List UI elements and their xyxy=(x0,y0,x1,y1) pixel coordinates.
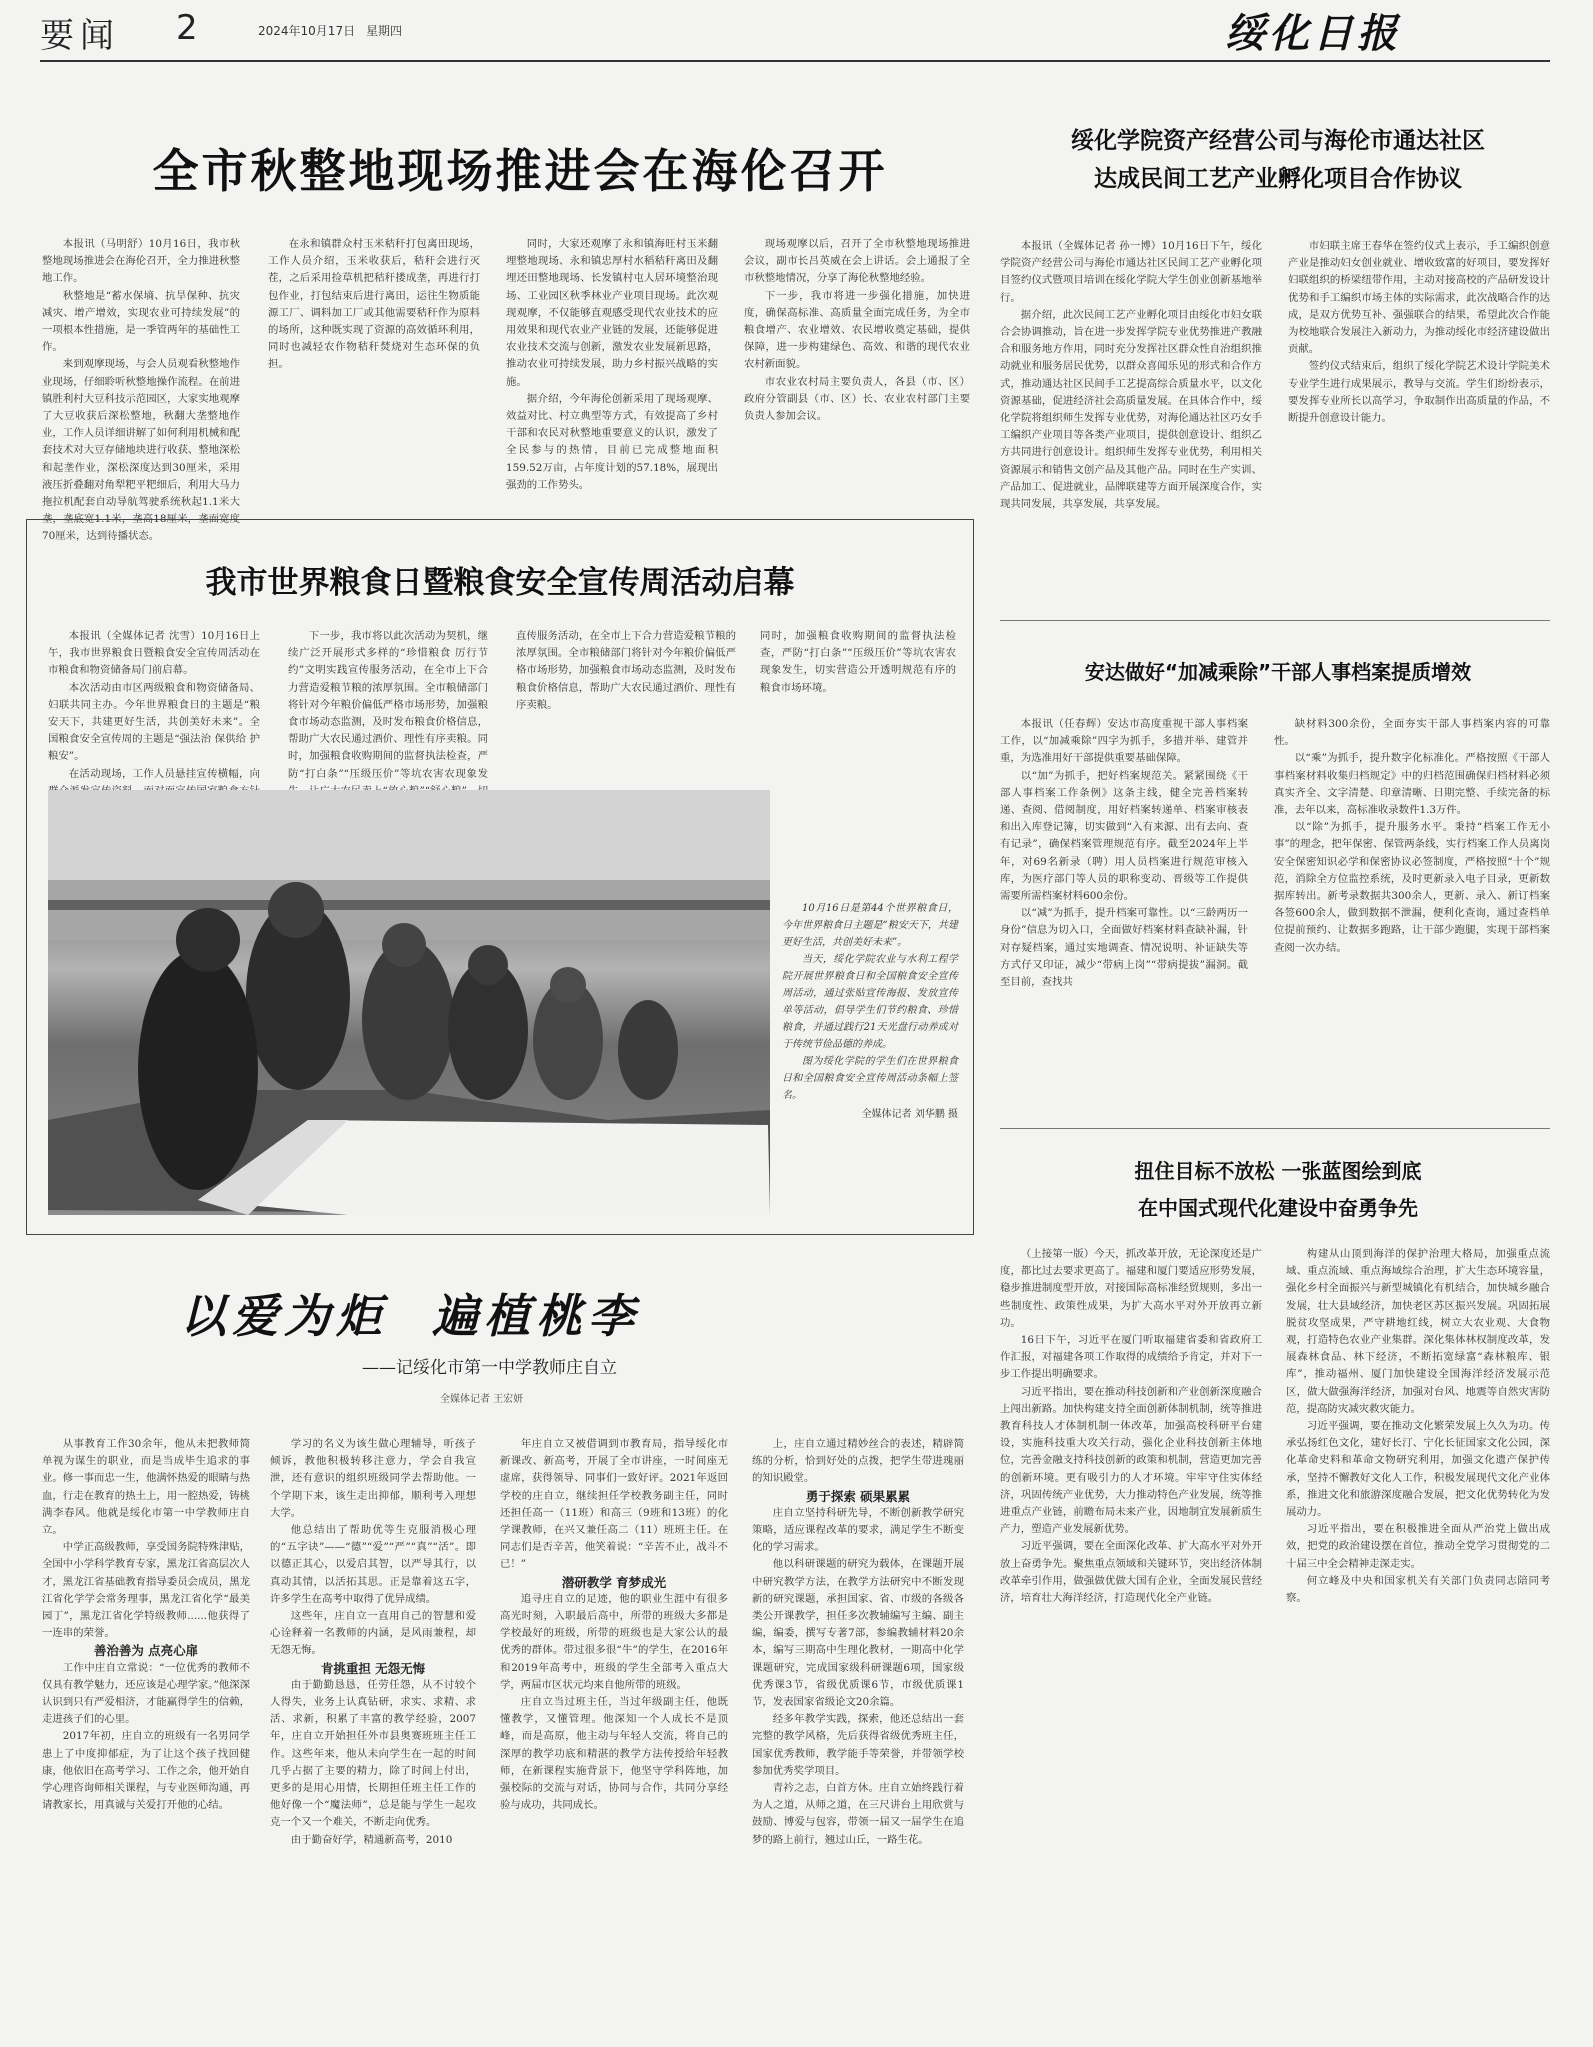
a3-para: 2017年初，庄自立的班级有一名男同学患上了中度抑郁症，为了让这个孩子找回健康，他依旧在高考学习、工作之余，他开始自学心理咨询师相关课程，与专业医师沟通，再请教家长，用真诚与关爱打开他的心结。 xyxy=(42,1730,250,1812)
issue-weekday: 星期四 xyxy=(366,24,403,38)
a6-para: 习近平强调，要在全面深化改革、扩大高水平对外开放上奋勇争先。聚焦重点领域和关键环节，突出经济体制改革牵引作用，做强做优做大国有企业，全面发展民营经济，培育壮大海洋经济，打造现代化全产业链。 xyxy=(1000,1540,1262,1605)
a6-para: （上接第一版）今天，抓改革开放，无论深度还是广度，都比过去要求更高了。福建和厦门要适应形势发展，稳步推进制度型开放，对接国际高标准经贸规则，多出一些制度性、政策性成果，为扩大高水平对外开放再立新功。 xyxy=(1000,1248,1262,1329)
a3-para: 庄自立坚持科研先导，不断创新教学研究策略，适应课程改革的要求，满足学生不断变化的学习需求。 xyxy=(752,1506,964,1554)
a2-para: 下一步，我市将以此次活动为契机，继续广泛开展形式多样的“珍惜粮食 厉行节约”文明实践宣传服务活动，在全市上下合力营造爱粮节粮的浓厚氛围。全市粮储部门将针对今年粮价偏低严格市场形势，加强粮食市场动态监测，及时发布粮食价格信息，帮助广大农民通过酒价、理性有序卖粮。同时，加强粮食收购期间的监督执法检查，严防“打白条”“压级压价”等坑农害农现象发 xyxy=(288,630,488,780)
a5-para: 以“减”为抓手，提升档案可靠性。以“三龄两历一身份”信息为切入口，全面做好档案材料查缺补漏，针对存疑档案，通过实地调查、情况说明、补证缺失等方式仔又印证，减少“带病上岗”“带病提拔”漏洞。截至目前，查找共 xyxy=(1000,907,1248,989)
a5-para: 缺材料300余份，全面夯实干部人事档案内容的可靠性。 xyxy=(1274,718,1550,748)
headline-grain-day: 我市世界粮食日暨粮食安全宣传周活动启幕 xyxy=(205,565,795,601)
a3-col-4 xyxy=(752,1436,964,2036)
a3-subhead: 肯挑重担 无怨无悔 xyxy=(320,1660,426,1676)
photo-caption xyxy=(782,900,958,1123)
a6-col-2 xyxy=(1286,1246,1550,2036)
a1-para: 市农业农村局主要负责人，各县（市、区）政府分管副县（市、区）长、农业农村部门主要负责人参加会议。 xyxy=(744,375,970,423)
a3-para: 他以科研课题的研究为载体，在课题开展中研究教学方法，在教学方法研究中不断发现新的研究课题，承担国家、省、市级的各级各类公开课教学，担任多次教辅编写主编、副主编，编委，撰写专著7部，参编教辅材料20余本，编写三期高中生理化教材，一期高中化学课题研究，完成国家级科研课题6项，国家级优秀课3节，省级优质课6节，市级优质课1节，发表国家省级论文20余篇。 xyxy=(752,1558,964,1709)
a3-para: 由于勤奋好学，精通新高考，2010 xyxy=(290,1833,453,1846)
a1-para: 同时，大家还观摩了永和镇海旺村玉米翻埋整地现场、永和镇忠厚村水稻秸秆离田及翻埋还田整地现场、长发镇村屯人居环境整治现场、工业园区秋季林业产业项目现场。此次观现观摩，不仅能够直观感受现代农业技术的应用效果和现代农业产业链的发展，还能够促进农业技术交流与创新，激发农业发展新思路，推动农业可持续发展，助力乡村振兴战略的实施。 xyxy=(506,238,718,388)
a2-col-4 xyxy=(760,628,956,778)
a1-para: 本报讯（马明舒）10月16日，我市秋整地现场推进会在海伦召开，全力推进秋整地工作。 xyxy=(42,238,240,285)
a6-para: 何立峰及中央和国家机关有关部门负责同志陪同考察。 xyxy=(1286,1574,1550,1605)
photo-credit: 全媒体记者 刘华鹏 摄 xyxy=(861,1109,958,1120)
subheadline-teacher-feature: ——记绥化市第一中学教师庄自立 xyxy=(362,1358,617,1378)
a3-col-3 xyxy=(500,1436,728,2036)
a1-para: 秋整地是“蓄水保墒、抗旱保种、抗灾减灾、增产增效，实现农业可持续发展”的一项根本性措施，是一季管两年的基础性工作。 xyxy=(42,289,240,354)
a4-para: 签约仪式结束后，组织了绥化学院艺术设计学院美术专业学生进行成果展示，教导与交流。学生们纷纷表示，要发挥专业所长以高学习，争取制作出高质量的作品，不断提升创意设计能力。 xyxy=(1288,360,1550,425)
section-name: 要闻 xyxy=(40,16,120,56)
headline-autumn-tillage: 全市秋整地现场推进会在海伦召开 xyxy=(152,144,888,198)
a2-para-cont: 直传服务活动，在全市上下合力营造爱粮节粮的浓厚氛围。全市粮储部门将针对今年粮价偏低严格市场形势，加强粮食市场动态监测，及时发布粮食价格信息，帮助广大农民通过酒价、理性有序卖粮。 xyxy=(516,630,736,711)
caption-para: 当天，绥化学院农业与水利工程学院开展世界粮食日和全国粮食安全宣传周活动，通过张贴宣传海报、发放宣传单等活动，倡导学生们节约粮食、珍惜粮食，并通过践行21天光盘行动养成对于传统节俭品德的养成。 xyxy=(782,954,958,1050)
a2-para: 本报讯（全媒体记者 沈雪）10月16日上午，我市世界粮食日暨粮食安全宣传周活动在市粮食和物资储备局门前启幕。 xyxy=(48,630,260,677)
a1-para: 下一步，我市将进一步强化措施，加快进度，确保高标准、高质量全面完成任务，为全市粮食增产、农业增效、农民增收奠定基础，提供保障，进一步构建绿色、高效、和谐的现代农业农村新面貌。 xyxy=(744,289,970,371)
masthead xyxy=(0,0,1593,60)
a1-col-4 xyxy=(744,236,970,484)
headline-suihua-univ-l2: 达成民间工艺产业孵化项目合作协议 xyxy=(1094,166,1462,192)
a3-para: 由于勤勤恳恳，任劳任怨，从不讨较个人得失，业务上认真钻研，求实、求精、求活、求新，积累了丰富的教学经验，2007年，庄自立开始担任外市县奥赛班班主任工作。这些年来，他从未向学生在一起的时间几乎占据了主要的精力，除了时间上付出，更多的是用心用情，长期担任班主任工作的他好像一个“魔法师”，总是能与学生一起攻克一个又一个难关，不断走向优秀。 xyxy=(270,1678,476,1829)
page-number: 2 xyxy=(176,8,198,48)
headline-suihua-univ-l1: 绥化学院资产经营公司与海伦市通达社区 xyxy=(1071,128,1485,154)
a1-para: 现场观摩以后，召开了全市秋整地现场推进会议，副市长吕英威在会上讲话。会上通报了全市秋整地情况，分享了海伦秋整地经验。 xyxy=(744,238,970,285)
a6-para: 习近平强调，要在推动文化繁荣发展上久久为功。传承弘扬红色文化，建好长汀、宁化长征国家文化公园，深化革命史料和革命文物研究利用，加强文化遗产保护传承，坚持不懈教好文化人工作，积极发展现代文化产业体系，推进文化和旅游深度融合发展，把文化优势转化为发展动力。 xyxy=(1286,1420,1550,1519)
a2-col-3 xyxy=(516,628,736,778)
a3-col-2 xyxy=(270,1436,476,2036)
a1-para: 在永和镇群众村玉米秸秆打包离田现场，工作人员介绍，玉米收获后，秸秆会进行灭茬，之后采用捡草机把秸秆搂成垄，再进行打包作业，打包结束后进行离田，运往生物质能源工厂、调料加工厂或其他需要秸秆作为原料的场所，这种既实现了资源的高效循环利用，同时也减轻农作物秸秆焚烧对生态环保的负担。 xyxy=(268,238,480,371)
a3-para: 经多年教学实践，探索，他还总结出一套完整的教学风格，先后获得省级优秀班主任，国家优秀教师，教学能手等荣誉，并带领学校参加优秀奖学项目。 xyxy=(752,1713,964,1777)
masthead-rule xyxy=(40,60,1550,62)
a3-para: 追寻庄自立的足迹，他的职业生涯中有很多高光时刻，入职最后高中，所带的班级大多都是学校最好的班级，所带的班级也是大家公认的最优秀的群体。带过很多很“牛”的学生，在2016年和2019年高考中，班级的学生全部考入重点大学，两届市区状元均来自他所带的班级。 xyxy=(500,1592,728,1691)
a5-para: 以“除”为抓手，提升服务水平。秉持“档案工作无小事”的理念，把年保密、保管两条线，实行档案工作人员离岗安全保密知识必学和保密协议必签制度，严格按照“十个”规范，消除全方位监控系统，及时更新录入电子目录，更新数据库转出。新考录数据共300余人，更新、录入、新订档案各签600余人，做到数据不泄漏，便利化查询，通过查档单位提前预约、让数据多跑路，让干部少跑腿，实现干部档案查阅一次办结。 xyxy=(1274,821,1550,954)
a3-para: 中学正高级教师，享受国务院特殊津贴，全国中小学科学教育专家，黑龙江省高层次人才，黑龙江省基础教育指导委员会成员，黑龙江省化学学会常务理事，黑龙江省化学“最美园丁”，黑龙江省化学特级教师......他获得了一连串的荣誉。 xyxy=(42,1541,250,1640)
a4-col-2 xyxy=(1288,238,1550,594)
a3-para: 上，庄自立通过精妙丝合的表述，精辟简练的分析，恰到好处的点拨，把学生带进瑰丽的知识殿堂。 xyxy=(752,1438,964,1485)
a6-para: 习近平指出，要在推动科技创新和产业创新深度融合上闯出新路。加快构建支持全面创新体制机制，统等推进教育科技人才体制机制一体改革，加强高校科研平台建设，实施科技重大攻关行动，强化企业科技创新主体地位，完善金融支持科技创新的政策和机制，营造更加完善的创新环境。更有吸引力的人才环境。牢牢守住实体经济，巩固传统产业优势，大力推动特色产业发展，统等推进重点产业链，前瞻布局未来产业，因地制宜发展新质生产力，塑造产业发展新优势。 xyxy=(1000,1385,1262,1536)
a3-subhead: 善治善为 点亮心扉 xyxy=(93,1643,199,1659)
a2-col-2 xyxy=(288,628,488,778)
headline-anda-archives: 安达做好“加减乘除”干部人事档案提质增效 xyxy=(1084,660,1472,684)
divider-a4-a5 xyxy=(1000,620,1550,621)
a4-para: 据介绍，此次民间工艺产业孵化项目由绥化市妇女联合会协调推动，旨在进一步发挥学院专业优势推进产教融合和服务地方作用，同时充分发挥社区群众性自治组织推动就业和服务居民优势，以群众喜闻乐见的形式和合作方式，推动通达社区民间手工艺提高综合质量水平，以文化资源基础，促进经济社会高质量发展。在具体合作中，绥化学院将组织师生发挥专业优势，对海伦通达社区巧女手工编织产业项目等各类产业项目，提供创意设计、组织乙方共同进行创意设计。组织师生发挥专业优势，利用相关资源展示和销售文创产品及其他产品。同时在生产实训、产品加工、促进就业，品牌联建等方面开展深度合作，实现共同发展，共享发展，共享发展。 xyxy=(1000,308,1262,511)
a4-col-1 xyxy=(1000,238,1262,594)
a6-para: 构建从山顶到海洋的保护治理大格局，加强重点流域、重点流域、重点海域综合治理，扩大生态环境容量，强化乡村全面振兴与新型城镇化有机结合，加快城乡融合发展，壮大县域经济，加快老区苏区振兴发展。巩固拓展脱贫攻坚成果，严守耕地红线，树立大农业观、大食物观，打造特色农业产业集群。深化集体林权制度改革，发展森林食品、林下经济，不断拓宽绿富“森林粮库、银库”，推动福州、厦门加快建设全国海洋经济发展示范区，做大做强海洋经济，加强对台风、地震等自然灾害防范，提高防灾减灾救灾能力。 xyxy=(1286,1248,1550,1415)
a4-para: 市妇联主席王春华在签约仪式上表示，手工编织创意产业是推动妇女创业就业、增收致富的好项目，要发挥好妇联组织的桥梁纽带作用，主动对接高校的产品研发设计优势和手工编织市场主体的实际需求，此次战略合作的达成，是双方优势互补、强强联合的结果，希望此次合作能为校地联合发展注入新动力，为推动绥化市经济建设做出贡献。 xyxy=(1288,240,1550,356)
photo-scene xyxy=(48,790,770,1215)
a1-para: 来到观摩现场，与会人员观看秋整地作业现场，仔细聆听秋整地操作流程。在前进镇胜利村大豆科技示范园区，大家实地观摩了大豆收获后深松整地，秋翻大垄整地作业，工作人员详细讲解了如何利用机械和配套技术对大豆存储地块进行收获、整地深松和起垄作业，深松深度达到30厘米，采用液压折叠翻对角犁粑平粑细后，利用大马力拖拉机配套自动导航驾驶系统秋起1.1米大垄，垄底宽1.1米，垄高18厘米，垄面宽度70厘米，达到待播状态。 xyxy=(42,358,240,543)
a3-para: 这些年，庄自立一直用自己的智慧和爱心诠释着一名教师的内涵，是风雨兼程，却无怨无悔。 xyxy=(270,1610,476,1657)
a1-col-2 xyxy=(268,236,480,484)
a3-col-1 xyxy=(42,1436,250,2036)
a5-col-2 xyxy=(1274,716,1550,1106)
headline-teacher-feature: 以爱为炬 遍植桃李 xyxy=(180,1289,641,1343)
headline-blueprint-l1: 扭住目标不放松 一张蓝图绘到底 xyxy=(1134,1159,1422,1183)
newspaper-logo: 绥化日报 xyxy=(1225,10,1401,57)
a6-col-1 xyxy=(1000,1246,1262,2036)
a3-subhead: 勇于探索 硕果累累 xyxy=(805,1488,911,1504)
a5-col-1 xyxy=(1000,716,1248,1106)
a1-col-3 xyxy=(506,236,718,491)
a2-col-1 xyxy=(48,628,260,778)
a2-para-cont: 同时，加强粮食收购期间的监督执法检查，严防“打白条”“压级压价”等坑农害农现象发生，切实营造公开透明规范有序的粮食市场环境。 xyxy=(760,630,956,694)
a5-para: 以“加”为抓手，把好档案规范关。紧紧围绕《干部人事档案工作条例》这条主线，健全完善档案转递、查阅、借阅制度，用好档案转递单、档案审核表和出入库登记簿，切实做到“入有来源、出有去向、查有记录”，确保档案管理规范有序。截至2024年上半年，对69名新录（聘）用人员档案进行规范审核入库，为医疗部门等人员的职称变动、晋级等工作提供需要所需档案材料600余份。 xyxy=(1000,769,1248,903)
a4-para: 本报讯（全媒体记者 孙一博）10月16日下午，绥化学院资产经营公司与海伦市通达社区民间工艺产业孵化项目签约仪式暨项目培训在绥化学院大学生创业创新基地举行。 xyxy=(1000,240,1262,304)
a5-para: 本报讯（任春辉）安达市高度重视干部人事档案工作，以“加减乘除”四字为抓手，多措并举、建管并重，为选准用好干部提供重要基础保障。 xyxy=(1000,718,1248,765)
a6-para: 习近平指出，要在积极推进全面从严治党上做出成效，把党的政治建设摆在首位，推动全党学习贯彻党的二十届三中全会精神走深走实。 xyxy=(1286,1523,1550,1570)
caption-para: 10月16日是第44个世界粮食日，今年世界粮食日主题是“粮安天下，共建更好生活，共创美好未来”。 xyxy=(782,903,958,948)
a5-para: 以“乘”为抓手，提升数字化标准化。严格按照《干部人事档案材料收集归档规定》中的归档范围确保归档材料必须真实齐全、文字清楚、印章清晰、日期完整、手续完备的标准，去年以来，高标准收录数件1.3万件。 xyxy=(1274,752,1550,817)
byline-teacher-feature: 全媒体记者 王宏妍 xyxy=(440,1394,524,1405)
a2-para: 在活动现场，工作人员悬挂宣传横幅，向 xyxy=(68,767,260,780)
a3-subhead: 潜研教学 育梦成光 xyxy=(561,1574,667,1590)
a1-col-1 xyxy=(42,236,240,543)
issue-date: 2024年10月17日 xyxy=(258,24,356,38)
a3-para: 工作中庄自立常说：“一位优秀的教师不仅具有教学魅力，还应该是心理学家。”他深深认识到只有严爱相济，才能赢得学生的信赖，走进孩子们的心里。 xyxy=(42,1661,250,1726)
a6-para: 16日下午，习近平在厦门听取福建省委和省政府工作汇报，对福建各项工作取得的成绩给予肯定，并对下一步工作提出明确要求。 xyxy=(1000,1334,1262,1381)
a3-para: 庄自立当过班主任，当过年级副主任，他既懂教学，又懂管理。他深知一个人成长不是顶峰，而是高原，他主动与年轻人交流，将自己的深厚的教学功底和精湛的教学方法传授给年轻教师，在新课程实施背景下，他坚守学科阵地，加强校际的交流与对话，协同与合作，共同分享经验与成功，共同成长。 xyxy=(500,1696,728,1812)
a3-para: 他总结出了帮助优等生克服消极心理的“五字诀”——“德”“爱”“严”“真”“活”。即以德正其心，以爱启其智，以严导其行，以真动其情，以活拓其思。正是靠着这五字，许多学生在高考中取得了优异成绩。 xyxy=(270,1524,476,1605)
a3-para: 学习的名义为该生做心理辅导，听孩子倾诉，教他积极转移注意力，学会自我宣泄，还有意识的组织班级同学去帮助他。一个学期下来，该生走出抑郁，顺利考入理想大学。 xyxy=(270,1438,476,1519)
students-signing-banner-photo xyxy=(48,790,770,1215)
caption-para: 图为绥化学院的学生们在世界粮食日和全国粮食安全宣传周活动条幅上签名。 xyxy=(782,1056,958,1101)
a3-para: 青衿之志，白首方休。庄自立始终践行着为人之道，从师之道，在三尺讲台上用欣赏与鼓励、博爱与包容，带领一届又一届学生在追梦的路上前行，翘过山丘，一路生花。 xyxy=(752,1782,964,1846)
a1-para: 据介绍，今年海伦创新采用了现场观摩、效益对比、村立典型等方式，有效提高了乡村干部和农民对秋整地重要意义的认识，激发了全民参与的热情，目前已完成整地面积159.52万亩，占年度计划的57.18%，展现出强劲的工作势头。 xyxy=(506,392,718,491)
divider-a5-a6 xyxy=(1000,1128,1550,1129)
a3-para: 从事教育工作30余年，他从未把教师简单视为谋生的职业，而是当成毕生追求的事业。修一事而忠一生，他满怀热爱的眼睛与热血，行走在教育的热土上，用一腔热爱，铸桃满李春风。他就是绥化市第一中学教师庄自立。 xyxy=(42,1438,250,1537)
headline-blueprint-l2: 在中国式现代化建设中奋勇争先 xyxy=(1138,1196,1418,1220)
a3-para: 年庄自立又被借调到市教育局，指导绥化市新课改、新高考，开展了全市讲座，一时间座无虚席，获得领导、同事们一致好评。2021年返回学校的庄自立，继续担任学校教务副主任，同时还担任高一（11班）和高三（9班和13班）的化学课教师，在兴又兼任高二（11）班班主任。在同志们是否辛苦，他笑着说：“辛苦不止，战斗不已！” xyxy=(500,1438,728,1571)
a2-para: 本次活动由市区两级粮食和物资储备局、妇联共同主办。今年世界粮食日的主题是“粮安天下，共建更好生活，共创美好未来”。全国粮食安全宣传周的主题是“强法治 保供给 护粮安”。 xyxy=(48,681,260,763)
